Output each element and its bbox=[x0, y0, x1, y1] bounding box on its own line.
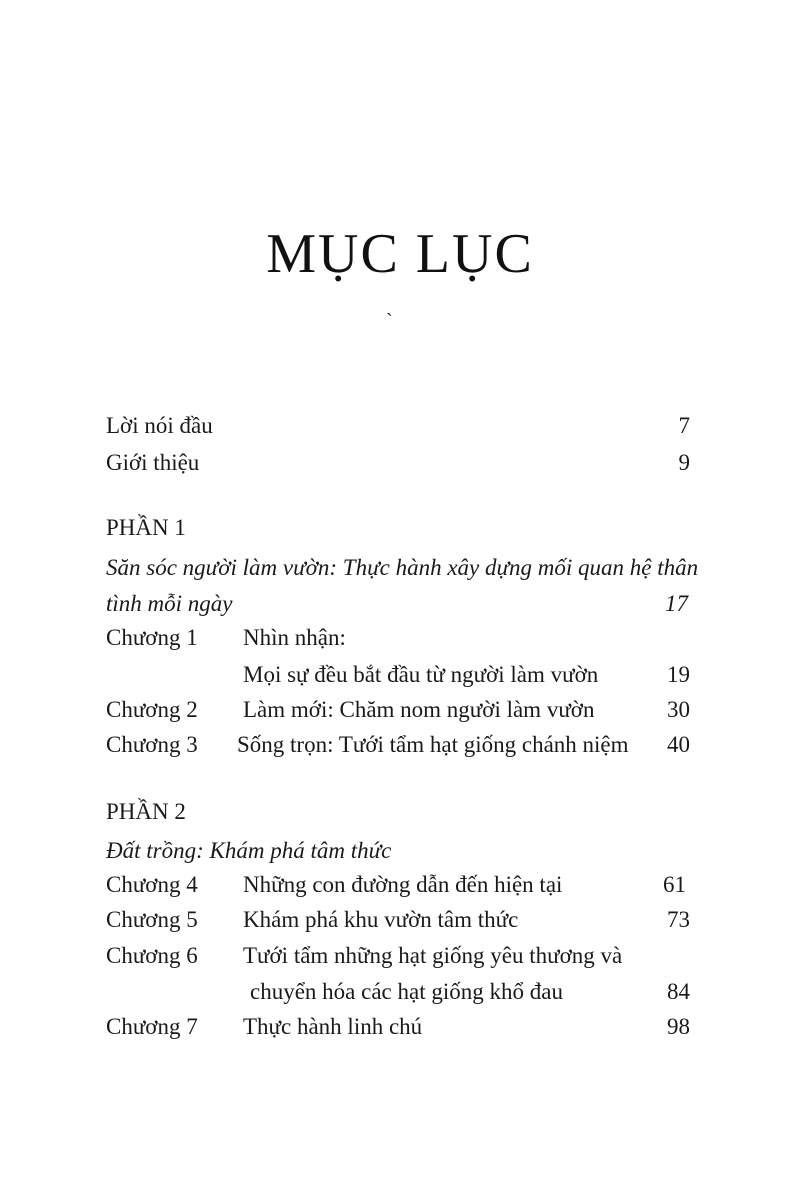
chapter-label: Chương 6 bbox=[106, 943, 198, 968]
page-number: 7 bbox=[678, 413, 690, 438]
chapter-title: Làm mới: Chăm nom người làm vườn bbox=[243, 697, 595, 722]
page-number: 9 bbox=[678, 450, 690, 475]
part-subtitle-line1: Đất trồng: Khám phá tâm thức bbox=[106, 838, 392, 863]
part-1-subtitle[interactable] bbox=[106, 552, 716, 584]
toc-entry-chapter-1-cont[interactable] bbox=[106, 659, 690, 691]
chapter-title: Khám phá khu vườn tâm thức bbox=[243, 907, 519, 932]
toc-entry-chapter-2[interactable] bbox=[106, 694, 690, 726]
toc-entry-chapter-3[interactable] bbox=[106, 729, 690, 761]
page-number: 61 bbox=[663, 872, 686, 897]
page-number: 30 bbox=[667, 697, 690, 722]
part-2-subtitle[interactable] bbox=[106, 835, 690, 867]
part-subtitle-line1: Săn sóc người làm vườn: Thực hành xây dựng mối quan hệ thân bbox=[106, 555, 699, 580]
chapter-title: Những con đường dẫn đến hiện tại bbox=[243, 872, 563, 897]
toc-entry-chapter-1[interactable] bbox=[106, 622, 690, 654]
page-number: 73 bbox=[667, 907, 690, 932]
page-number: 19 bbox=[667, 662, 690, 687]
chapter-label: Chương 1 bbox=[106, 625, 198, 650]
chapter-title: Thực hành linh chú bbox=[243, 1014, 423, 1039]
toc-entry-preface[interactable] bbox=[106, 410, 690, 442]
toc-entry-chapter-6[interactable] bbox=[106, 940, 690, 972]
toc-entry-chapter-7[interactable] bbox=[106, 1011, 690, 1043]
chapter-label: Chương 3 bbox=[106, 732, 198, 757]
chapter-label: Chương 5 bbox=[106, 907, 198, 932]
chapter-title: Sống trọn: Tưới tẩm hạt giống chánh niệm bbox=[237, 732, 629, 757]
toc-entry-introduction[interactable] bbox=[106, 447, 690, 479]
part-1-subtitle-cont[interactable] bbox=[106, 588, 690, 620]
page-number: 84 bbox=[667, 979, 690, 1004]
page-title: MỤC LỤC bbox=[266, 223, 534, 285]
chapter-title: Nhìn nhận: bbox=[243, 625, 346, 650]
part-1-heading bbox=[106, 512, 690, 544]
entry-label: Lời nói đầu bbox=[106, 413, 213, 438]
chapter-label: Chương 7 bbox=[106, 1014, 198, 1039]
page-number: 40 bbox=[667, 732, 690, 757]
entry-label: Giới thiệu bbox=[106, 450, 200, 475]
chapter-title-cont: Mọi sự đều bắt đầu từ người làm vườn bbox=[243, 662, 599, 687]
toc-entry-chapter-4[interactable] bbox=[106, 869, 690, 901]
chapter-label: Chương 2 bbox=[106, 697, 198, 722]
toc-entry-chapter-5[interactable] bbox=[106, 904, 690, 936]
chapter-title-cont: chuyển hóa các hạt giống khổ đau bbox=[250, 979, 563, 1004]
page-number: 17 bbox=[665, 591, 688, 616]
page-number: 98 bbox=[667, 1014, 690, 1039]
part-subtitle-line2: tình mỗi ngày bbox=[106, 591, 233, 616]
part-heading: PHẦN 2 bbox=[106, 799, 186, 824]
chapter-label: Chương 4 bbox=[106, 872, 198, 897]
part-heading: PHẦN 1 bbox=[106, 515, 186, 540]
decorative-mark: ` bbox=[386, 310, 393, 332]
toc-entry-chapter-6-cont[interactable] bbox=[106, 976, 690, 1008]
chapter-title: Tưới tẩm những hạt giống yêu thương và bbox=[243, 943, 623, 968]
part-2-heading bbox=[106, 796, 690, 828]
